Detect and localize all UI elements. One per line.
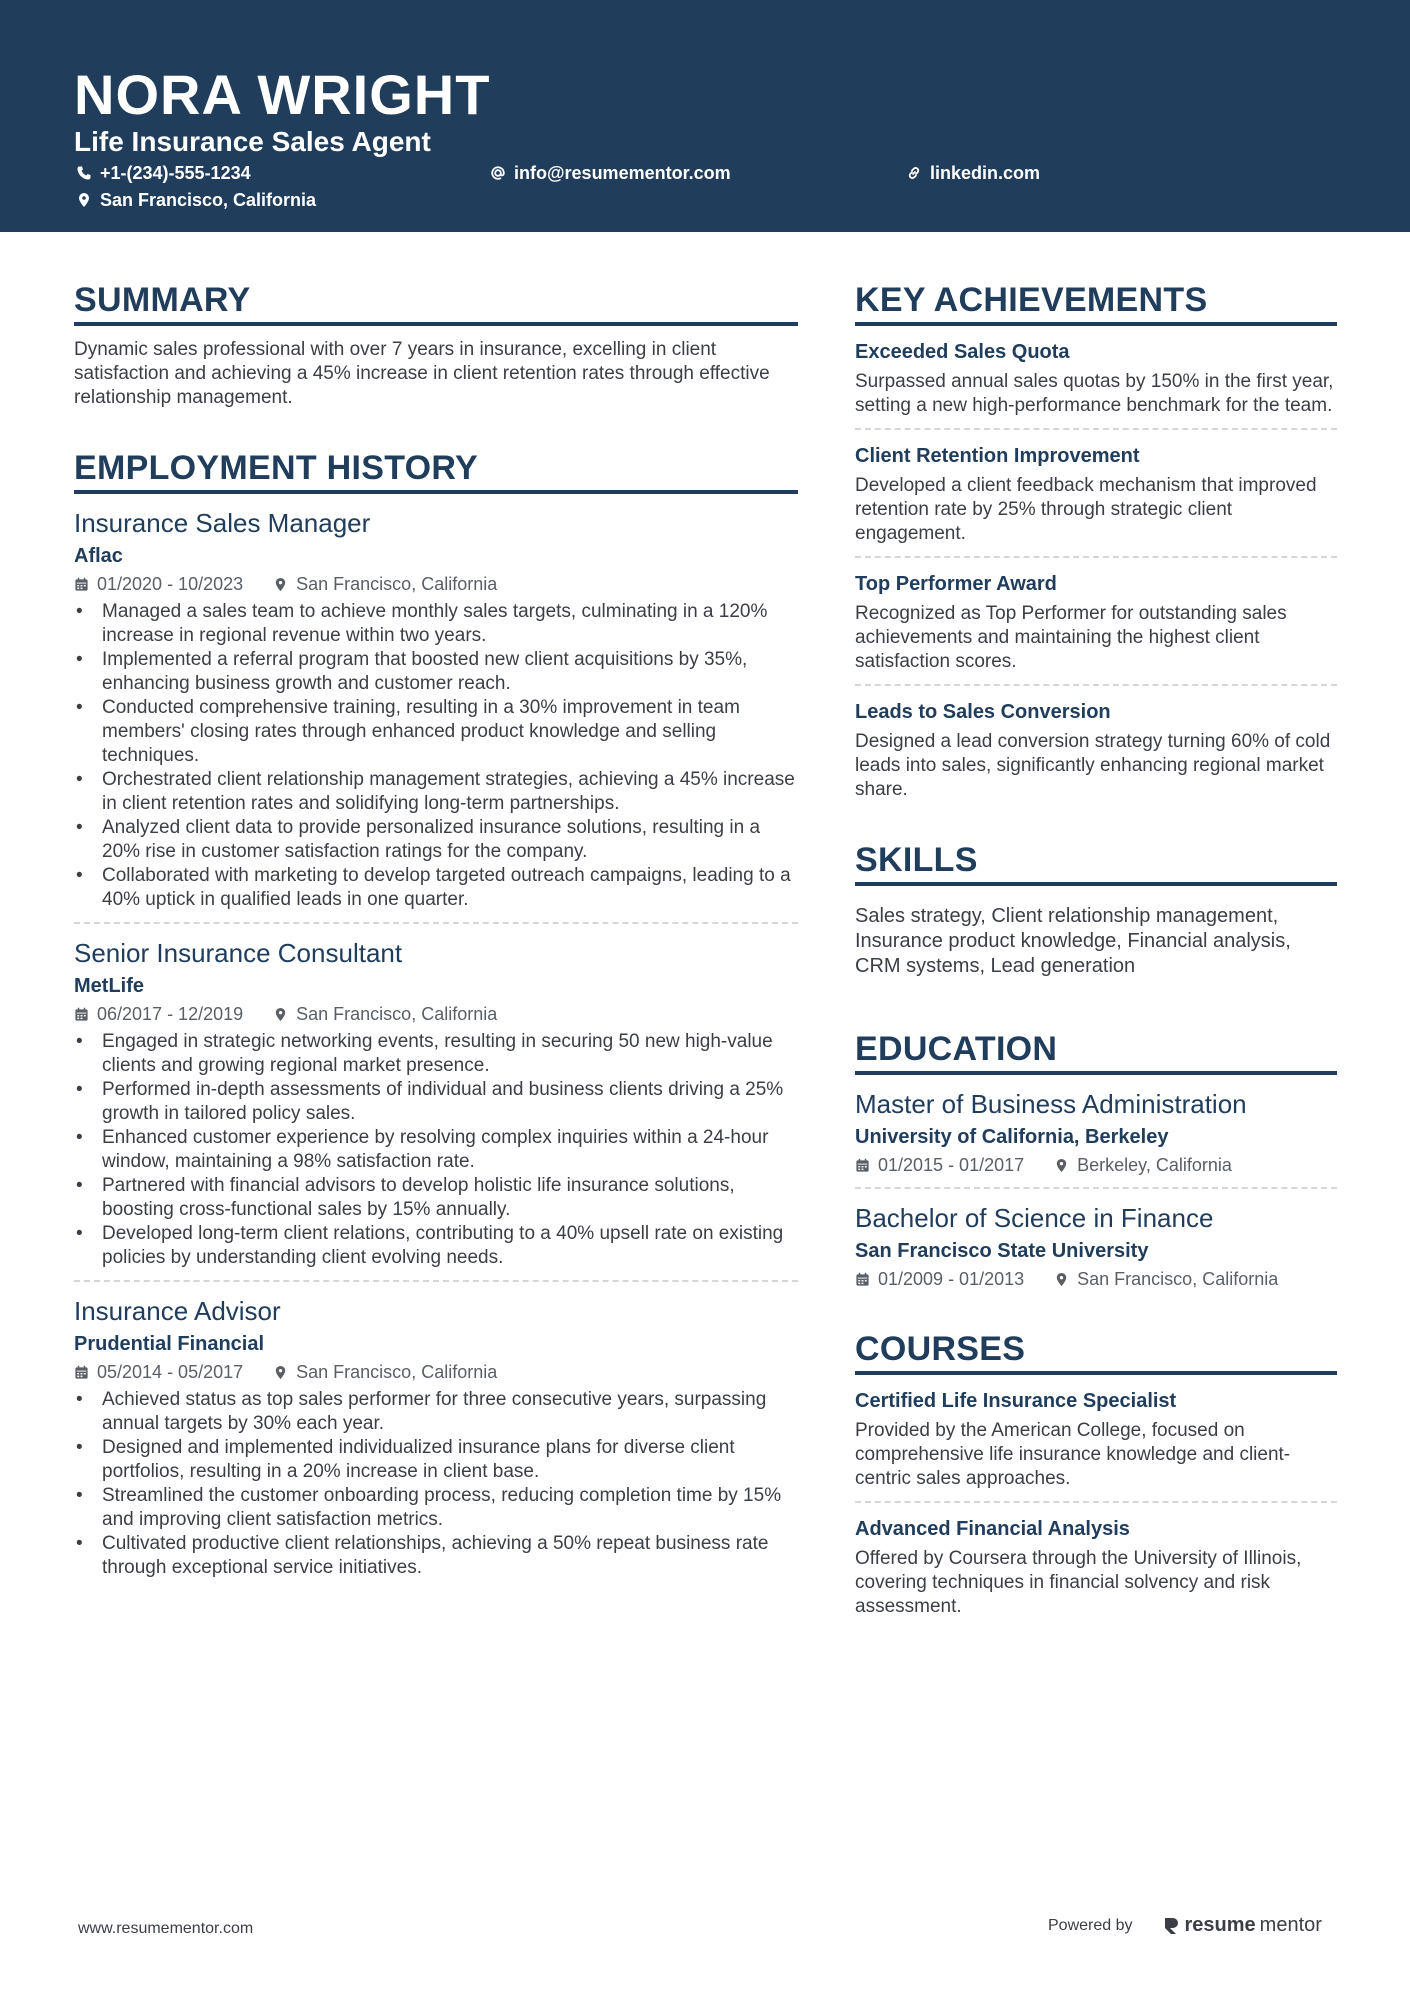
map-pin-icon	[273, 1007, 288, 1022]
section-title-skills: SKILLS	[855, 840, 1337, 886]
calendar-icon	[855, 1272, 870, 1287]
achievement-desc: Designed a lead conversion strategy turning 60% of cold leads into sales, significantly enhancing regional market share.	[855, 731, 1331, 800]
job-dates-wrap	[74, 1002, 243, 1026]
course-item	[855, 1387, 1337, 1491]
job-dates-wrap	[74, 1360, 243, 1384]
candidate-name: NORA WRIGHT	[74, 63, 491, 126]
education-section	[855, 1029, 1337, 1291]
achievement-item	[855, 338, 1337, 418]
divider	[855, 428, 1337, 430]
achievement-title: Exceeded Sales Quota	[855, 341, 1070, 363]
bullet-item: • Managed a sales team to achieve monthly sales targets, culminating in a 120% increase in regional revenue within two years.	[74, 600, 798, 648]
brand-logo[interactable]	[1163, 1914, 1322, 1937]
linkedin-text: linkedin.com	[930, 163, 1041, 183]
achievement-desc: Recognized as Top Performer for outstanding sales achievements and maintaining the highest client satisfaction scores.	[855, 603, 1287, 672]
divider	[74, 922, 798, 924]
bullet-item: • Implemented a referral program that boosted new client acquisitions by 35%, enhancing business growth and customer reach.	[74, 648, 798, 696]
bullet-item: • Partnered with financial advisors to develop holistic life insurance solutions, boosting cross-functional sales by 15% annually.	[74, 1174, 798, 1222]
right-column	[855, 280, 1337, 1619]
education-dates-wrap	[855, 1267, 1024, 1291]
divider	[855, 1501, 1337, 1503]
map-pin-icon	[273, 1365, 288, 1380]
left-column	[74, 280, 798, 1580]
phone-text: +1-(234)-555-1234	[100, 163, 251, 183]
phone-icon	[76, 165, 92, 181]
job-bullets	[74, 1030, 798, 1270]
education-location: Berkeley, California	[1077, 1155, 1232, 1175]
job-meta	[74, 1002, 798, 1026]
map-pin-icon	[1054, 1272, 1069, 1287]
bullet-item: • Designed and implemented individualized insurance plans for diverse client portfolios, resulting in a 20% increase in client base.	[74, 1436, 798, 1484]
courses-section	[855, 1329, 1337, 1619]
bullet-item: • Conducted comprehensive training, resulting in a 30% improvement in team members' closing rates through enhanced product knowledge and selling techniques.	[74, 696, 798, 768]
at-icon	[490, 165, 506, 181]
divider	[855, 556, 1337, 558]
course-title: Advanced Financial Analysis	[855, 1518, 1130, 1540]
course-desc: Provided by the American College, focused on comprehensive life insurance knowledge and client-centric sales approaches.	[855, 1420, 1291, 1489]
map-pin-icon	[273, 577, 288, 592]
education-item	[855, 1087, 1337, 1177]
brand-name-light: mentor	[1259, 1914, 1322, 1936]
achievements-section	[855, 280, 1337, 802]
education-dates-wrap	[855, 1153, 1024, 1177]
job-dates-wrap	[74, 572, 243, 596]
school-name: San Francisco State University	[855, 1240, 1149, 1262]
contact-phone[interactable]	[76, 161, 251, 185]
skills-section	[855, 840, 1337, 979]
calendar-icon	[855, 1158, 870, 1173]
job-location: San Francisco, California	[296, 1362, 498, 1382]
bullet-item: • Engaged in strategic networking events, resulting in securing 50 new high-value clients and growing regional market presence.	[74, 1030, 798, 1078]
job-company: MetLife	[74, 975, 144, 997]
employment-section	[74, 448, 798, 1580]
footer-website[interactable]: www.resumementor.com	[78, 1920, 254, 1937]
job-title: Insurance Sales Manager	[74, 508, 371, 538]
job-bullets	[74, 1388, 798, 1580]
divider	[855, 1187, 1337, 1189]
education-location-wrap	[1054, 1267, 1278, 1291]
job-dates: 06/2017 - 12/2019	[97, 1004, 244, 1024]
job-entry	[74, 506, 798, 912]
candidate-title: Life Insurance Sales Agent	[74, 126, 431, 157]
job-location-wrap	[273, 1360, 497, 1384]
job-location: San Francisco, California	[296, 574, 498, 594]
school-name: University of California, Berkeley	[855, 1126, 1169, 1148]
achievement-title: Leads to Sales Conversion	[855, 701, 1111, 723]
job-location-wrap	[273, 1002, 497, 1026]
degree-title: Bachelor of Science in Finance	[855, 1203, 1214, 1233]
footer-powered-by	[1048, 1914, 1322, 1937]
divider	[855, 684, 1337, 686]
achievement-title: Client Retention Improvement	[855, 445, 1140, 467]
map-pin-icon	[1054, 1158, 1069, 1173]
course-title: Certified Life Insurance Specialist	[855, 1390, 1177, 1412]
bullet-item: • Streamlined the customer onboarding process, reducing completion time by 15% and improving client satisfaction metrics.	[74, 1484, 798, 1532]
job-meta	[74, 1360, 798, 1384]
bullet-item: • Collaborated with marketing to develop targeted outreach campaigns, leading to a 40% uptick in qualified leads in one quarter.	[74, 864, 798, 912]
section-title-achievements: KEY ACHIEVEMENTS	[855, 280, 1337, 326]
achievement-item	[855, 698, 1337, 802]
brand-name-bold: resume	[1184, 1914, 1256, 1936]
skills-text: Sales strategy, Client relationship management, Insurance product knowledge, Financial analysis, CRM systems, Lead generation	[855, 905, 1291, 977]
job-company: Aflac	[74, 545, 123, 567]
bullet-item: • Analyzed client data to provide personalized insurance solutions, resulting in a 20% rise in customer satisfaction ratings for the company.	[74, 816, 798, 864]
education-dates: 01/2009 - 01/2013	[878, 1269, 1025, 1289]
job-title: Insurance Advisor	[74, 1296, 281, 1326]
contact-email[interactable]	[490, 161, 731, 185]
achievement-title: Top Performer Award	[855, 573, 1057, 595]
job-location-wrap	[273, 572, 497, 596]
link-icon	[906, 165, 922, 181]
degree-title: Master of Business Administration	[855, 1089, 1247, 1119]
bullet-item: • Achieved status as top sales performer for three consecutive years, surpassing annual targets by 30% each year.	[74, 1388, 798, 1436]
achievement-item	[855, 442, 1337, 546]
bullet-item: • Performed in-depth assessments of individual and business clients driving a 25% growth in tailored policy sales.	[74, 1078, 798, 1126]
bullet-item: • Enhanced customer experience by resolving complex inquiries within a 24-hour window, maintaining a 98% satisfaction rate.	[74, 1126, 798, 1174]
job-entry	[74, 1294, 798, 1580]
bullet-item: • Developed long-term client relations, contributing to a 40% upsell rate on existing policies by understanding client evolving needs.	[74, 1222, 798, 1270]
job-entry	[74, 936, 798, 1270]
powered-by-text: Powered by	[1048, 1916, 1133, 1934]
summary-section	[74, 280, 798, 410]
job-location: San Francisco, California	[296, 1004, 498, 1024]
section-title-summary: SUMMARY	[74, 280, 798, 326]
education-item	[855, 1201, 1337, 1291]
achievement-desc: Surpassed annual sales quotas by 150% in the first year, setting a new high-performance benchmark for the team.	[855, 371, 1334, 416]
education-meta	[855, 1153, 1337, 1177]
email-text: info@resumementor.com	[514, 163, 731, 183]
bullet-item: • Orchestrated client relationship management strategies, achieving a 45% increase in client retention rates and solidifying long-term partnerships.	[74, 768, 798, 816]
calendar-icon	[74, 1365, 89, 1380]
divider	[74, 1280, 798, 1282]
calendar-icon	[74, 1007, 89, 1022]
contact-linkedin[interactable]	[906, 161, 1040, 185]
job-dates: 01/2020 - 10/2023	[97, 574, 244, 594]
job-company: Prudential Financial	[74, 1333, 265, 1355]
job-meta	[74, 572, 798, 596]
brand-mark-icon	[1163, 1916, 1181, 1936]
location-text: San Francisco, California	[100, 190, 317, 210]
summary-text: Dynamic sales professional with over 7 years in insurance, excelling in client satisfaction and achieving a 45% increase in client retention rates through effective relationship management.	[74, 339, 770, 408]
course-desc: Offered by Coursera through the University of Illinois, covering techniques in financial solvency and risk assessment.	[855, 1548, 1302, 1617]
education-dates: 01/2015 - 01/2017	[878, 1155, 1025, 1175]
calendar-icon	[74, 577, 89, 592]
map-pin-icon	[76, 192, 92, 208]
job-dates: 05/2014 - 05/2017	[97, 1362, 244, 1382]
course-item	[855, 1515, 1337, 1619]
education-meta	[855, 1267, 1337, 1291]
section-title-courses: COURSES	[855, 1329, 1337, 1375]
resume-header	[0, 0, 1410, 232]
achievement-item	[855, 570, 1337, 674]
education-location-wrap	[1054, 1153, 1232, 1177]
contact-location	[76, 188, 316, 212]
job-title: Senior Insurance Consultant	[74, 938, 403, 968]
education-location: San Francisco, California	[1077, 1269, 1279, 1289]
job-bullets	[74, 600, 798, 912]
bullet-item: • Cultivated productive client relationships, achieving a 50% repeat business rate through exceptional service initiatives.	[74, 1532, 798, 1580]
section-title-education: EDUCATION	[855, 1029, 1337, 1075]
achievement-desc: Developed a client feedback mechanism that improved retention rate by 25% through strategic client engagement.	[855, 475, 1317, 544]
section-title-employment: EMPLOYMENT HISTORY	[74, 448, 798, 494]
